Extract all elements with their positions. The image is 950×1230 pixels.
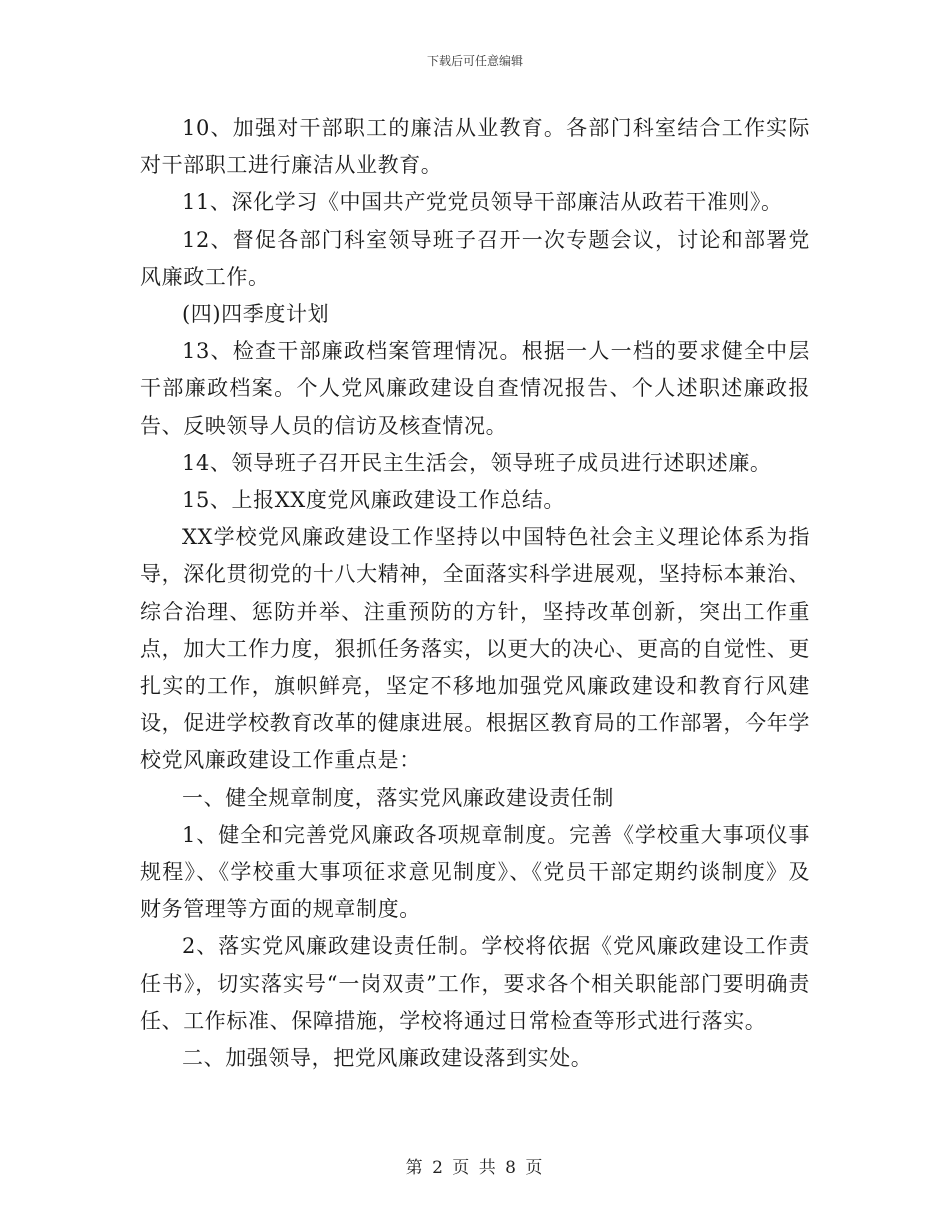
- document-body: [140, 110, 810, 1077]
- paragraph-overview: XX学校党风廉政建设工作坚持以中国特色社会主义理论体系为指导，深化贯彻党的十八大精神，全面落实科学进展观，坚持标本兼治、综合治理、惩防并举、注重预防的方针，坚持改革创新，突出工作重点，加大工作力度，狠抓任务落实，以更大的决心、更高的自觉性、更扎实的工作，旗帜鲜亮，坚定不移地加强党风廉政建设和教育行风建设，促进学校教育改革的健康进展。根据区教育局的工作部署，今年学校党风廉政建设工作重点是：: [140, 525, 810, 773]
- paragraph-item-15: 15、上报XX度党风廉政建设工作总结。: [182, 488, 566, 513]
- paragraph-point-1: 1、健全和完善党风廉政各项规章制度。完善《学校重大事项仪事规程》、《学校重大事项征求意见制度》、《党员干部定期约谈制度》及财务管理等方面的规章制度。: [140, 822, 810, 922]
- paragraph-item-14: 14、领导班子召开民主生活会，领导班子成员进行述职述廉。: [182, 450, 772, 475]
- paragraph-item-12: 12、督促各部门科室领导班子召开一次专题会议，讨论和部署党风廉政工作。: [140, 227, 810, 289]
- page-header-note: 下载后可任意编辑: [426, 54, 523, 68]
- paragraph-item-13: 13、检查干部廉政档案管理情况。根据一人一档的要求健全中层干部廉政档案。个人党风廉政建设自查情况报告、个人述职述廉政报告、反映领导人员的信访及核查情况。: [140, 339, 810, 438]
- paragraph-item-11: 11、深化学习《中国共产党党员领导干部廉洁从政若干准则》。: [182, 190, 783, 215]
- paragraph-item-10: 10、加强对干部职工的廉洁从业教育。各部门科室结合工作实际对干部职工进行廉洁从业教育。: [140, 116, 810, 178]
- paragraph-point-2: 2、落实党风廉政建设责任制。学校将依据《党风廉政建设工作责任书》，切实落实号“一岗双责”工作，要求各个相关职能部门要明确责任、工作标准、保障措施，学校将通过日常检查等形式进行落实。: [140, 934, 810, 1033]
- section-heading-two: 二、加强领导，把党风廉政建设落到实处。: [182, 1046, 593, 1071]
- section-heading-q4-plan: (四)四季度计划: [182, 302, 330, 327]
- section-heading-one: 一、健全规章制度，落实党风廉政建设责任制: [182, 785, 614, 810]
- page-number-footer: 第 2 页 共 8 页: [405, 1158, 545, 1178]
